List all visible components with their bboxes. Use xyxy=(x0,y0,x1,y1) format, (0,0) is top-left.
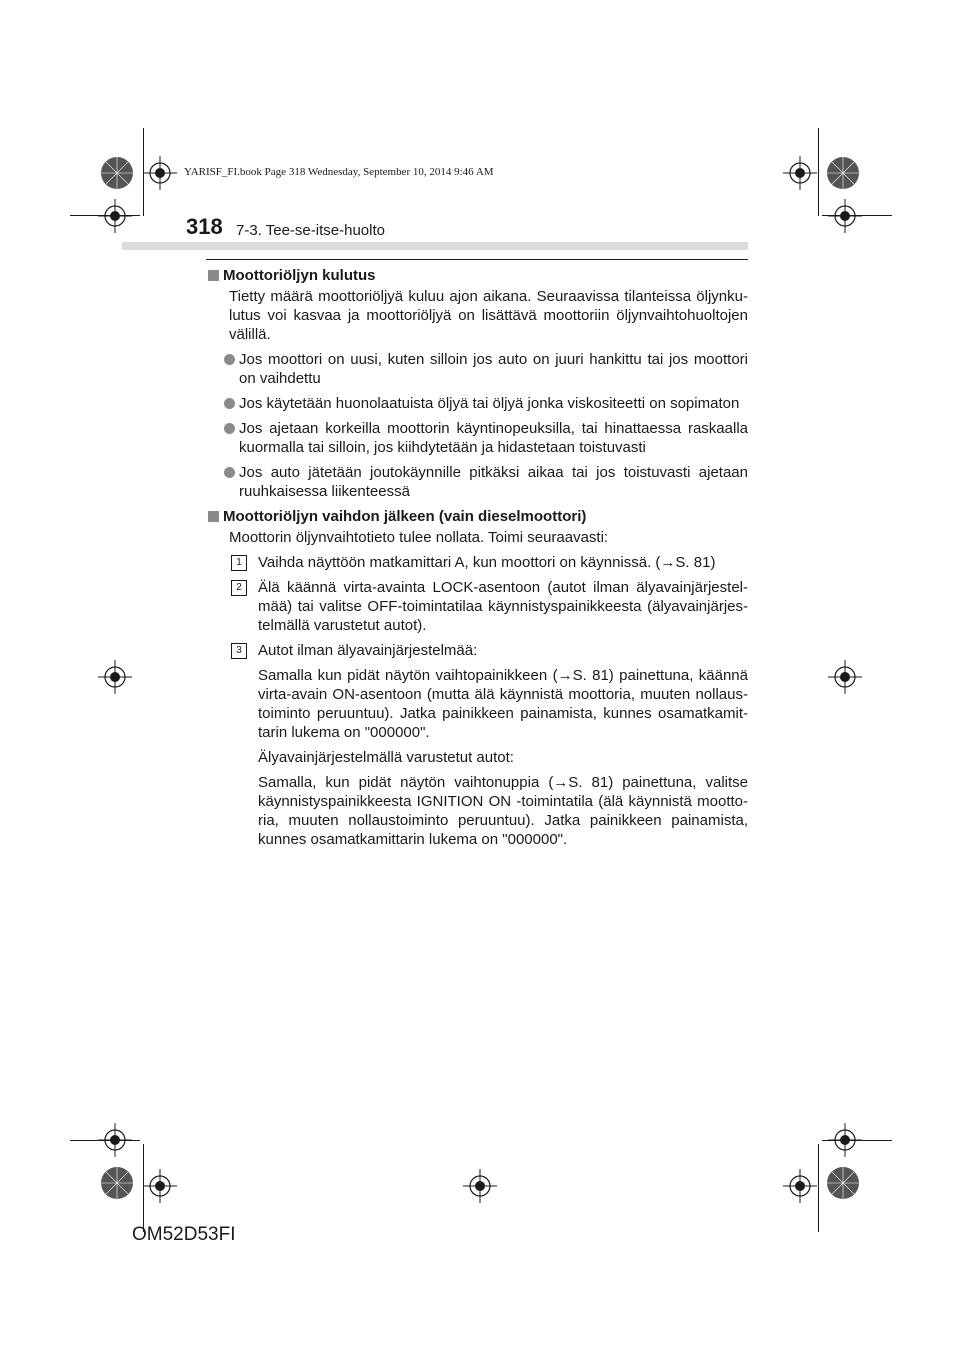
crosshair-registration-icon xyxy=(828,660,862,694)
step-number: 3 xyxy=(231,643,247,659)
list-item xyxy=(207,419,748,457)
step-item xyxy=(207,578,748,635)
list-item-text: Jos auto jätetään joutokäynnille pitkäksi aikaa tai jos toistuvasti ajetaan ruuhkaisessa liikenteessä xyxy=(239,464,748,500)
section-title: 7-3. Tee-se-itse-huolto xyxy=(236,222,385,239)
section-heading-text: Moottoriöljyn vaihdon jälkeen (vain dieselmoottori) xyxy=(223,508,587,525)
section-heading xyxy=(207,266,748,285)
step-item xyxy=(207,553,748,572)
crosshair-registration-icon xyxy=(98,199,132,233)
starburst-registration-icon xyxy=(826,1166,860,1200)
starburst-registration-icon xyxy=(100,1166,134,1200)
page-number: 318 xyxy=(186,214,223,239)
paragraph: Moottorin öljynvaihtotieto tulee nollata. Toimi seuraavasti: xyxy=(229,529,609,546)
list-item xyxy=(207,350,748,388)
square-bullet-icon xyxy=(208,511,219,522)
step-paragraph: Älyavainjärjestelmällä varustetut autot: xyxy=(258,749,514,766)
crosshair-registration-icon xyxy=(828,1123,862,1157)
round-bullet-icon xyxy=(224,398,235,409)
crosshair-registration-icon xyxy=(143,1169,177,1203)
header-rule xyxy=(206,259,748,260)
crosshair-registration-icon xyxy=(783,1169,817,1203)
starburst-registration-icon xyxy=(826,156,860,190)
starburst-registration-icon xyxy=(100,156,134,190)
round-bullet-icon xyxy=(224,423,235,434)
section-heading-text: Moottoriöljyn kulutus xyxy=(223,267,376,284)
step-number: 2 xyxy=(231,580,247,596)
page-content xyxy=(207,266,748,849)
list-item xyxy=(207,394,748,413)
round-bullet-icon xyxy=(224,354,235,365)
paragraph: Tietty määrä moottoriöljyä kuluu ajon aikana. Seuraavissa tilanteissa öljynkulutus voi kasvaa ja moottoriöljyä on lisättävä moottoriin öljynvaihtohuoltojen välillä. xyxy=(229,288,748,343)
book-file-info: YARISF_FI.book Page 318 Wednesday, September 10, 2014 9:46 AM xyxy=(184,166,494,178)
crop-line xyxy=(818,128,819,216)
list-item-text: Jos käytetään huonolaatuista öljyä tai öljyä jonka viskositeetti on sopimaton xyxy=(239,395,740,412)
crop-line xyxy=(818,1144,819,1232)
list-item xyxy=(207,463,748,501)
header-bar xyxy=(122,242,748,250)
round-bullet-icon xyxy=(224,467,235,478)
crosshair-registration-icon xyxy=(98,660,132,694)
crosshair-registration-icon xyxy=(98,1123,132,1157)
square-bullet-icon xyxy=(208,270,219,281)
step-text: Älä käännä virta-avainta LOCK-asentoon (autot ilman älyavainjärjestelmää) tai valitse OFF-toimintatilaa käynnistyspainikkeesta (älyavainjärjestelmällä varustetut autot). xyxy=(258,579,748,634)
crosshair-registration-icon xyxy=(828,199,862,233)
step-text: Vaihda näyttöön matkamittari A, kun moottori on käynnissä. (→S. 81) xyxy=(258,554,716,571)
section-heading xyxy=(207,507,748,526)
manual-code: OM52D53FI xyxy=(132,1224,236,1245)
step-number: 1 xyxy=(231,555,247,571)
step-item xyxy=(207,641,748,660)
list-item-text: Jos ajetaan korkeilla moottorin käyntinopeuksilla, tai hinattaessa raskaalla kuormalla tai silloin, jos kiihdytetään ja hidastetaan toistuvasti xyxy=(239,420,748,456)
list-item-text: Jos moottori on uusi, kuten silloin jos auto on juuri hankittu tai jos moottori on vaihdettu xyxy=(239,351,748,387)
step-paragraph: Samalla kun pidät näytön vaihtopainikkeen (→S. 81) painettuna, käännä virta-avain ON-asentoon (mutta älä käynnistä moottoria, muuten nollaustoiminto peruuntuu). Jatka painikkeen painamista, kunnes osamatkamittarin lukema on "000000". xyxy=(258,667,748,741)
crosshair-registration-icon xyxy=(783,156,817,190)
step-paragraph: Samalla, kun pidät näytön vaihtonuppia (→S. 81) painettuna, valitse käynnistyspainikkeesta IGNITION ON -toimintatila (älä käynnistä moottoria, muuten nollaustoiminto peruuntuu). Jatka painikkeen painamista, kunnes osamatkamittarin lukema on "000000". xyxy=(258,774,748,848)
step-text: Autot ilman älyavainjärjestelmää: xyxy=(258,642,478,659)
crosshair-registration-icon xyxy=(143,156,177,190)
crosshair-registration-icon xyxy=(463,1169,497,1203)
